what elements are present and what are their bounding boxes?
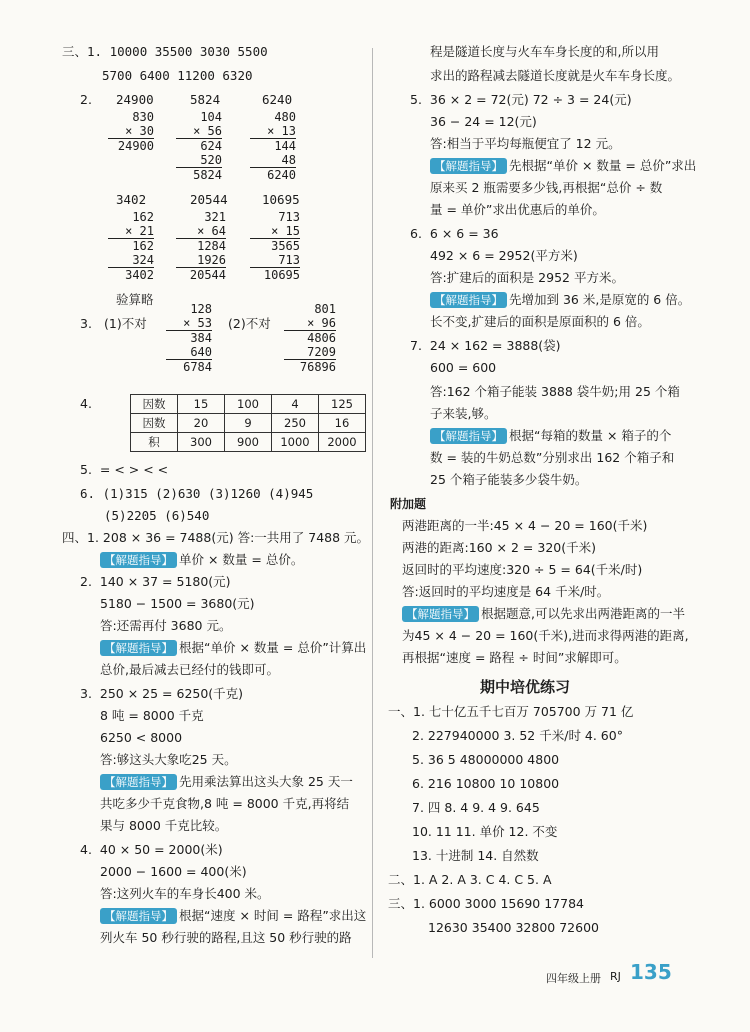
s3-q3-label: 3. [80, 316, 92, 331]
s3-q2e-answer: 20544 [190, 192, 228, 207]
mid-a1: 一、1. 七十亿五千七百万 705700 万 71 亿 [388, 704, 634, 719]
s4-q2-l2: 5180 − 1500 = 3680(元) [100, 596, 255, 611]
s4-q4-l3: 答:这列火车的车身长400 米。 [100, 886, 270, 901]
r-q6-l2: 492 × 6 = 2952(平方米) [430, 248, 578, 263]
extra-tip2: 为45 × 4 − 20 = 160(千米),进而求得两港的距离, [402, 628, 689, 643]
r-q7-tip: 【解题指导】 根据“每箱的数量 × 箱子的个 [430, 428, 671, 444]
vertical-calc-d: 162 × 21 162 324 3402 [108, 210, 154, 282]
vertical-calc-g: 128 × 53 384 640 6784 [166, 302, 212, 374]
s4-q2-tip: 【解题指导】 根据“单价 × 数量 = 总价”计算出 [100, 640, 366, 656]
table-cell: 积 [131, 433, 178, 452]
r-q7-tip2: 数 = 装的牛奶总数”分别求出 162 个箱子和 [430, 450, 675, 465]
table-row [131, 395, 366, 414]
r-q5-tip3: 量 = 单价”求出优惠后的单价。 [430, 202, 605, 217]
r-q6-l3: 答:扩建后的面积是 2952 平方米。 [430, 270, 624, 285]
table-cell: 100 [225, 395, 272, 414]
table-cell: 因数 [131, 414, 178, 433]
s3-q3-part2: (2)不对 [228, 316, 271, 331]
product-table [130, 394, 366, 452]
r-q7-l1: 7. 24 × 162 = 3888(袋) [410, 338, 561, 353]
s3-q1-row2: 5700 6400 11200 6320 [102, 68, 253, 83]
s4-q1: 四、1. 208 × 36 = 7488(元) 答:一共用了 7488 元。 [62, 530, 370, 545]
s3-q3-part1: (1)不对 [104, 316, 147, 331]
mid-a6: 10. 11 11. 单价 12. 不变 [412, 824, 558, 839]
s4-q3-tip3: 果与 8000 千克比较。 [100, 818, 228, 833]
table-cell: 125 [319, 395, 366, 414]
s3-q2c-answer: 6240 [262, 92, 293, 107]
vertical-calc-h: 801 × 96 4806 7209 76896 [284, 302, 336, 374]
s4-q3-l2: 8 吨 = 8000 千克 [100, 708, 204, 723]
table-cell: 20 [178, 414, 225, 433]
s3-q6-row1: 6. (1)315 (2)630 (3)1260 (4)945 [80, 486, 314, 501]
table-cell: 9 [225, 414, 272, 433]
r-cont2: 求出的路程减去隧道长度就是火车车身长度。 [430, 68, 681, 83]
extra-l1: 两港距离的一半:45 × 4 − 20 = 160(千米) [402, 518, 648, 533]
r-q7-tip3: 25 个箱子能装多少袋牛奶。 [430, 472, 588, 487]
s4-q2-l1: 2. 140 × 37 = 5180(元) [80, 574, 231, 589]
right-column [372, 0, 750, 1032]
vertical-calc-a: 830 × 30 24900 [108, 110, 154, 153]
mid-c2: 12630 35400 32800 72600 [428, 920, 599, 935]
s3-q1-row1: 三、1. 10000 35500 3030 5500 [62, 44, 268, 59]
r-q5-l1: 5. 36 × 2 = 72(元) 72 ÷ 3 = 24(元) [410, 92, 632, 107]
s4-q4-tip: 【解题指导】 根据“速度 × 时间 = 路程”求出这 [100, 908, 366, 924]
s3-q5: 5. = < > < < [80, 462, 169, 477]
check-note: 验算略 [116, 292, 154, 307]
s4-q3-tip2: 共吃多少千克食物,8 吨 = 8000 千克,再将结 [100, 796, 350, 811]
mid-a4: 6. 216 10800 10 10800 [412, 776, 560, 791]
s4-q3-l4: 答:够这头大象吃25 天。 [100, 752, 237, 767]
vertical-calc-c: 480 × 13 144 48 6240 [250, 110, 296, 182]
table-cell: 4 [272, 395, 319, 414]
table-cell: 16 [319, 414, 366, 433]
s4-q1-tip: 【解题指导】 单价 × 数量 = 总价。 [100, 552, 303, 568]
table-cell: 2000 [319, 433, 366, 452]
s3-q2b-answer: 5824 [190, 92, 221, 107]
s4-q2-l3: 答:还需再付 3680 元。 [100, 618, 232, 633]
footer-grade: 四年级上册 [546, 972, 601, 985]
r-q7-l4: 子来装,够。 [430, 406, 497, 421]
s4-q3-l1: 3. 250 × 25 = 6250(千克) [80, 686, 244, 701]
r-q6-tip2: 长不变,扩建后的面积是原面积的 6 倍。 [430, 314, 650, 329]
table-cell: 1000 [272, 433, 319, 452]
vertical-calc-f: 713 × 15 3565 713 10695 [250, 210, 300, 282]
s4-q3-tip: 【解题指导】 先用乘法算出这头大象 25 天一 [100, 774, 353, 790]
table-cell: 250 [272, 414, 319, 433]
mid-a7: 13. 十进制 14. 自然数 [412, 848, 539, 863]
table-row [131, 414, 366, 433]
mid-a5: 7. 四 8. 4 9. 4 9. 645 [412, 800, 540, 815]
table-cell: 300 [178, 433, 225, 452]
s3-q2a-answer: 24900 [116, 92, 154, 107]
r-q5-l3: 答:相当于平均每瓶便宜了 12 元。 [430, 136, 621, 151]
r-q7-l2: 600 = 600 [430, 360, 497, 375]
table-cell: 因数 [131, 395, 178, 414]
footer-edition: RJ [610, 970, 621, 983]
mid-b1: 二、1. A 2. A 3. C 4. C 5. A [388, 872, 552, 887]
table-cell: 15 [178, 395, 225, 414]
r-q5-tip2: 原来买 2 瓶需要多少钱,再根据“总价 ÷ 数 [430, 180, 663, 195]
s3-q6-row2: (5)2205 (6)540 [104, 508, 210, 523]
table-cell: 900 [225, 433, 272, 452]
extra-l2: 两港的距离:160 × 2 = 320(千米) [402, 540, 596, 555]
s3-q2-label: 2. [80, 92, 92, 107]
extra-l3: 返回时的平均速度:320 ÷ 5 = 64(千米/时) [402, 562, 643, 577]
s4-q2-tip2: 总价,最后减去已经付的钱即可。 [100, 662, 279, 677]
r-q6-l1: 6. 6 × 6 = 36 [410, 226, 499, 241]
s4-q4-l1: 4. 40 × 50 = 2000(米) [80, 842, 223, 857]
mid-a3: 5. 36 5 48000000 4800 [412, 752, 560, 767]
r-q5-l2: 36 − 24 = 12(元) [430, 114, 537, 129]
vertical-calc-b: 104 × 56 624 520 5824 [176, 110, 222, 182]
midterm-title: 期中培优练习 [480, 678, 571, 696]
s4-q4-l2: 2000 − 1600 = 400(米) [100, 864, 247, 879]
r-q6-tip: 【解题指导】 先增加到 36 米,是原宽的 6 倍。 [430, 292, 690, 308]
s3-q2f-answer: 10695 [262, 192, 300, 207]
extra-l4: 答:返回时的平均速度是 64 千米/时。 [402, 584, 610, 599]
extra-tip3: 再根据“速度 = 路程 ÷ 时间”求解即可。 [402, 650, 627, 665]
table-row [131, 433, 366, 452]
r-q7-l3: 答:162 个箱子能装 3888 袋牛奶;用 25 个箱 [430, 384, 680, 399]
s4-q3-l3: 6250 < 8000 [100, 730, 183, 745]
page-number: 135 [630, 960, 672, 984]
vertical-calc-e: 321 × 64 1284 1926 20544 [176, 210, 226, 282]
r-cont1: 程是隧道长度与火车车身长度的和,所以用 [430, 44, 659, 59]
mid-a2: 2. 227940000 3. 52 千米/时 4. 60° [412, 728, 623, 743]
left-column [0, 0, 372, 1032]
extra-title: 附加题 [390, 497, 427, 511]
mid-c1: 三、1. 6000 3000 15690 17784 [388, 896, 584, 911]
s3-q2d-answer: 3402 [116, 192, 147, 207]
r-q5-tip: 【解题指导】 先根据“单价 × 数量 = 总价”求出 [430, 158, 696, 174]
s4-q4-tip2: 列火车 50 秒行驶的路程,且这 50 秒行驶的路 [100, 930, 352, 945]
s3-q4-label: 4. [80, 396, 92, 411]
extra-tip: 【解题指导】 根据题意,可以先求出两港距离的一半 [402, 606, 685, 622]
